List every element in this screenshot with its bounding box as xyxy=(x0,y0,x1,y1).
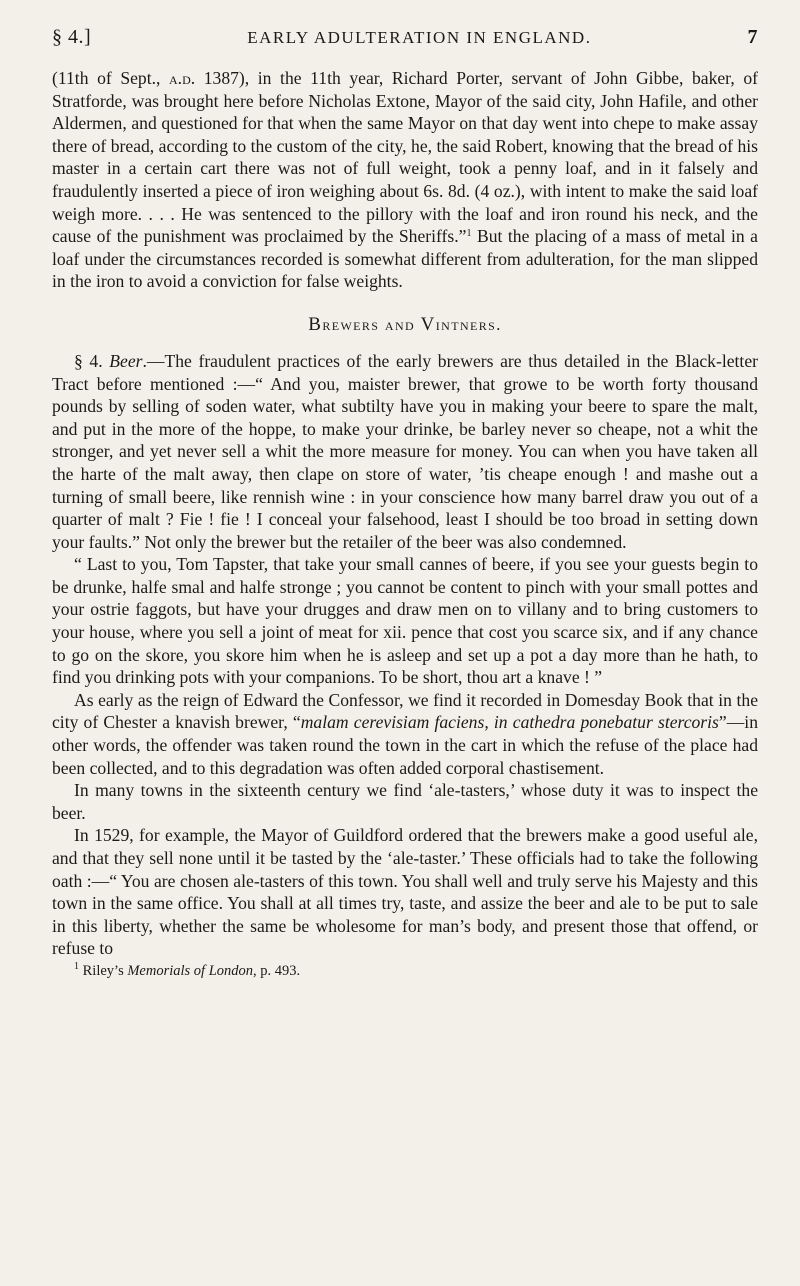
text-run: .—The fraudulent practices of the early brewers are thus detailed in the Black-letter Tract before mentioned :—“ And you, maister brewer, that growe to be worth forty thousand pounds by selling of soden water, what subtilty have you in making your beere to spare the malt, and put in the more of the hoppe, to make your drinke, be barley never so cheape, not a whit the stronger, and yet never sell a whit the more measure for money. You can when you have taken all the harte of the malt away, then clape on store of water, ’tis cheape enough ! and mashe out a turning of small beere, like rennish wine : in your conscience how many barrel draw you out of a quarter of malt ? Fie ! fie ! I conceal your falsehood, least I should be too broad in setting down your faults.” Not only the brewer but the retailer of the beer was also condemned. xyxy=(52,350,758,552)
section-heading xyxy=(52,314,758,336)
text-run: As early as the reign of Edward the Confessor, we find it recorded in Domesday Book that in the city of Chester a knavish brewer, “ xyxy=(52,689,758,733)
text-run: intners. xyxy=(435,314,502,334)
paragraph-p2 xyxy=(52,553,758,689)
text-run: 1387), in the 11th year, Richard Porter, servant of John Gibbe, baker, of Stratforde, was brought here before Nicholas Extone, Mayor of the said city, John Hafile, and other Aldermen, and questioned for that when the same Mayor on that day went into chepe to make assay there of bread, according to the custom of the city, he, the said Robert, knowing that the bread of his master in a certain cart there was not of full weight, took a penny loaf, and in it falsely and fraudulently inserted a piece of iron weighing about 6s. 8d. (4 oz.), with intent to make the said loaf weigh more. . . . He was sentenced to the pillory with the loaf and iron round his neck, and the cause of the punishment was proclaimed by the Sheriffs.” xyxy=(52,68,758,247)
paragraph-p4 xyxy=(52,779,758,824)
paragraph-p5 xyxy=(52,824,758,960)
footnote-text-after: , p. 493. xyxy=(253,962,301,979)
text-run: ”—in other words, the offender was taken round the town in the cart in which the refuse of the place had been collected, and to this degradation was often added corporal chastisement. xyxy=(52,712,758,778)
page-number: 7 xyxy=(747,26,758,48)
text-run: “ Last to you, Tom Tapster, that take your small cannes of beere, if you see your guests begin to be drunke, halfe smal and halfe stronge ; you cannot be content to pinch with your small pottes and your ostrie faggots, but have your drugges and draw men on to villany and to bring customers to your house, where you sell a joint of meat for xii. pence that cost you scarce six, and if any chance to go on the skore, you skore him when he is asleep and set up a pot a day more than he hath, to find you drinking pots with your companions. To be short, thou art a knave ! ” xyxy=(52,554,758,688)
section-mark: § 4.] xyxy=(52,26,92,48)
footnote-ref: 1 xyxy=(466,228,472,240)
text-run: Beer xyxy=(109,350,143,371)
text-run: In many towns in the sixteenth century we find ‘ale-tasters,’ whose duty it was to inspect the beer. xyxy=(52,780,758,823)
text-run: rewers and xyxy=(322,314,421,334)
paragraph-p1 xyxy=(52,350,758,553)
body-text xyxy=(52,67,758,960)
text-run: malam cerevisiam faciens, in cathedra ponebatur stercoris xyxy=(300,712,719,733)
footnote xyxy=(52,962,758,980)
text-run: B xyxy=(308,313,323,335)
text-run: (11th of Sept., xyxy=(52,68,169,88)
text-run: § 4. xyxy=(74,350,110,371)
running-title: EARLY ADULTERATION IN ENGLAND. xyxy=(247,28,592,47)
footnote-text-before: Riley’s xyxy=(79,962,128,979)
paragraph-p0 xyxy=(52,67,758,293)
running-head xyxy=(52,26,758,49)
text-run: a.d. xyxy=(169,68,196,88)
text-run: V xyxy=(420,313,436,335)
text-run: But the placing of a mass of metal in a loaf under the circumstances recorded is somewhat different from adulteration, for the man slipped in the iron to avoid a conviction for false weights. xyxy=(52,226,758,292)
text-run: In 1529, for example, the Mayor of Guildford ordered that the brewers make a good useful ale, and that they sell none until it be tasted by the ‘ale-taster.’ These officials had to take the following oath :—“ You are chosen ale-tasters of this town. You shall well and truly serve his Majesty and this town in the same office. You shall at all times try, taste, and assize the beer and ale to be put to sale in this liberty, whether the same be wholesome for man’s body, and present those that offend, or refuse to xyxy=(52,825,758,959)
footnote-title: Memorials of London xyxy=(127,962,254,979)
footnote-marker: 1 xyxy=(74,960,79,972)
paragraph-p3 xyxy=(52,689,758,779)
